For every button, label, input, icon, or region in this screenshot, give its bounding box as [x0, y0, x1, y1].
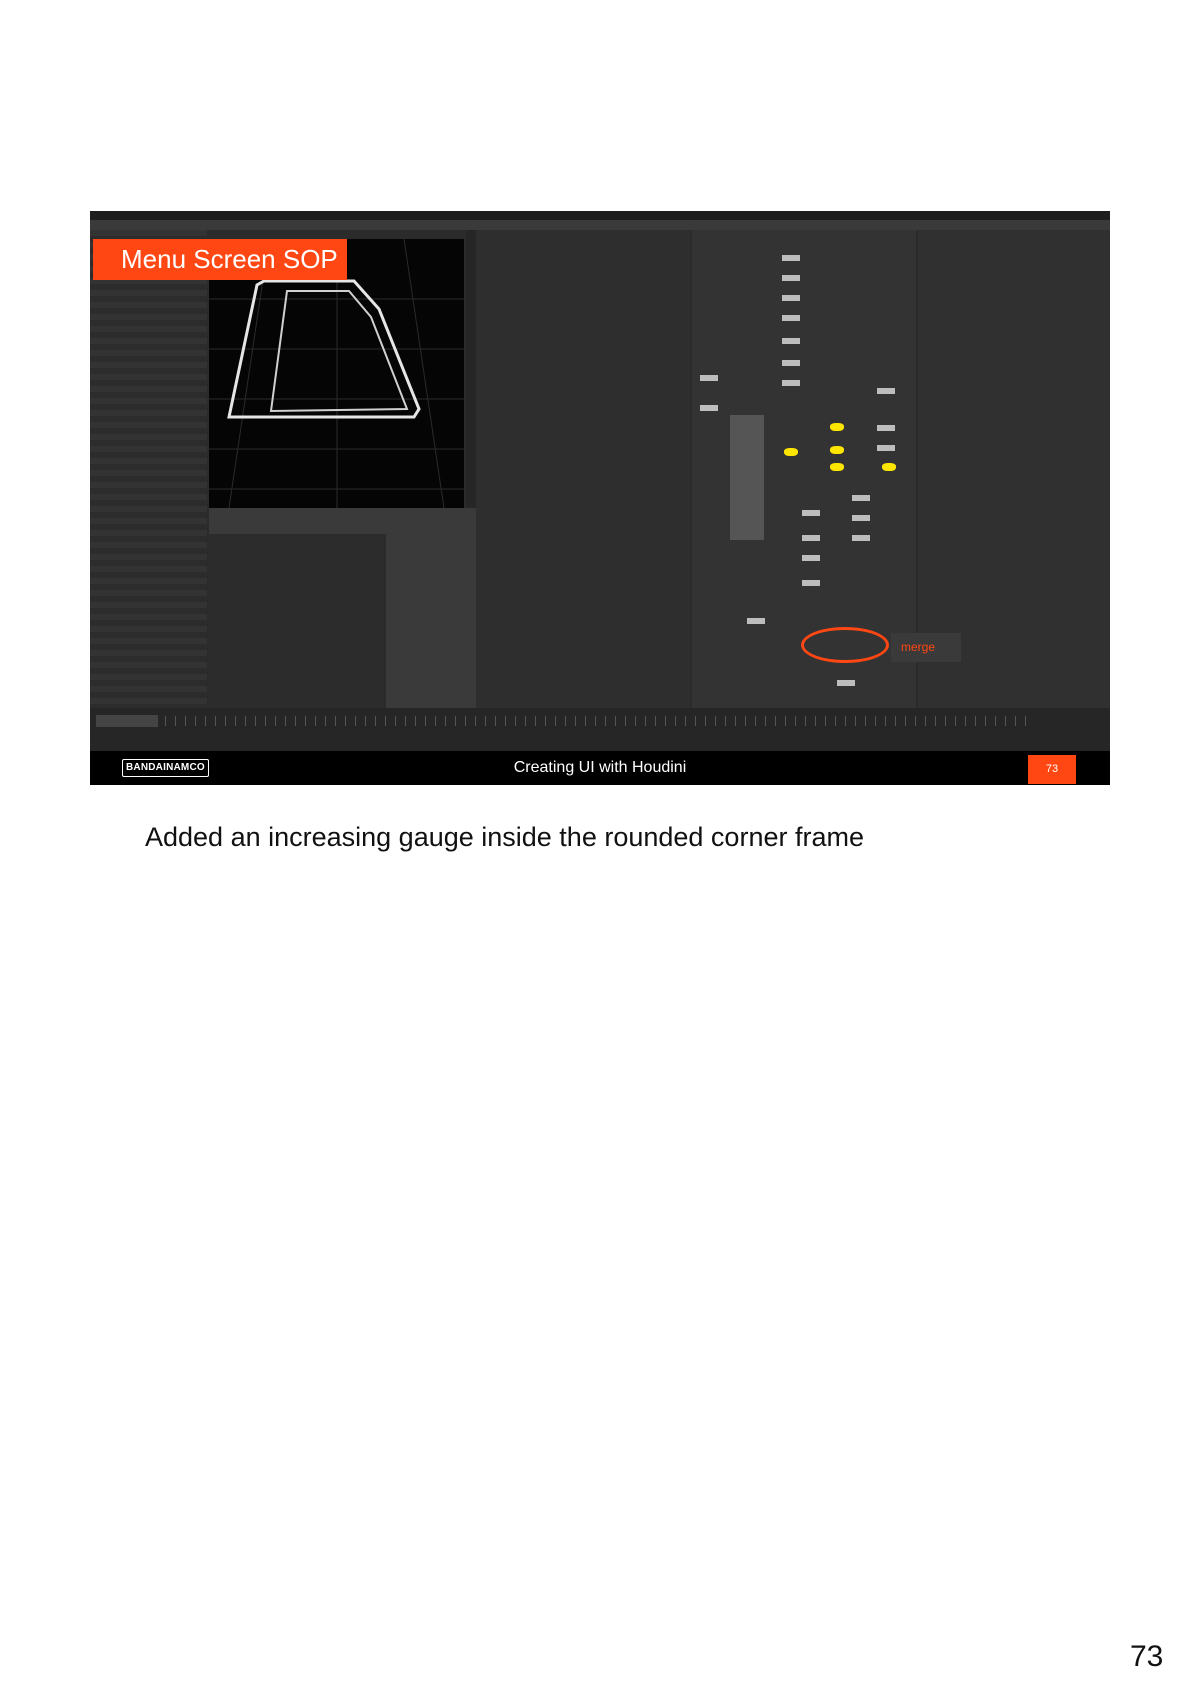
- network-node: [852, 515, 870, 521]
- network-node: [700, 405, 718, 411]
- section-label: Menu Screen SOP: [93, 239, 347, 280]
- network-node: [877, 425, 895, 431]
- network-node: [747, 618, 765, 624]
- parameter-panel: [209, 534, 384, 708]
- menu-bar: [90, 211, 1110, 220]
- slide-number-badge: 73: [1028, 755, 1076, 784]
- slide-caption: Added an increasing gauge inside the rounded corner frame: [145, 822, 864, 852]
- switch-node: [882, 463, 896, 471]
- network-node: [852, 495, 870, 501]
- viewport-toolbar: [466, 230, 476, 508]
- page-number: 73: [1130, 1640, 1164, 1673]
- footer-title: Creating UI with Houdini: [513, 759, 687, 776]
- timeline-ticks[interactable]: [165, 716, 1035, 726]
- network-node: [782, 380, 800, 386]
- parameter-side-panel: [386, 534, 476, 708]
- parameter-tabs: [209, 508, 476, 534]
- network-box: [730, 415, 764, 540]
- switch-node: [830, 446, 844, 454]
- network-node: [782, 295, 800, 301]
- scene-tree-panel: [90, 230, 207, 708]
- switch-node: [830, 423, 844, 431]
- timeline-bar: [90, 708, 1110, 751]
- houdini-window: [90, 211, 1110, 751]
- network-node: [782, 338, 800, 344]
- network-node: [802, 535, 820, 541]
- network-node: [802, 555, 820, 561]
- slide-screenshot: [90, 211, 1110, 785]
- network-node: [700, 375, 718, 381]
- network-node: [782, 255, 800, 261]
- tab-strip: [90, 220, 1110, 230]
- bandainamco-logo: BANDAINAMCO: [122, 759, 209, 777]
- merge-highlight-circle: [801, 627, 889, 663]
- network-node: [782, 360, 800, 366]
- network-node: [877, 388, 895, 394]
- network-node: [837, 680, 855, 686]
- playback-controls[interactable]: [96, 715, 158, 727]
- network-node: [877, 445, 895, 451]
- network-node: [802, 510, 820, 516]
- switch-node: [830, 463, 844, 471]
- solaris-panel: [476, 230, 690, 708]
- network-node: [782, 275, 800, 281]
- slide-footer: [90, 751, 1110, 785]
- network-node: [782, 315, 800, 321]
- switch-node: [784, 448, 798, 456]
- network-node: [852, 535, 870, 541]
- merge-callout: merge: [891, 633, 961, 662]
- network-node: [802, 580, 820, 586]
